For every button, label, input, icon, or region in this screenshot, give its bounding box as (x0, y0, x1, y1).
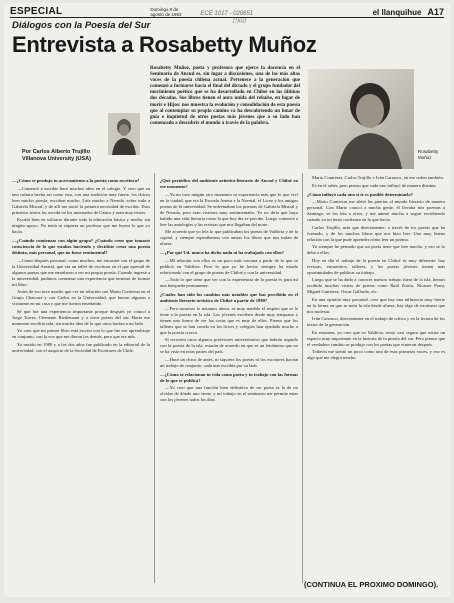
article-headline: Entrevista a Rosabetty Muñoz (12, 32, 317, 57)
column-divider-1 (154, 173, 155, 583)
newspaper-page (4, 3, 450, 597)
section-name: ESPECIAL (10, 6, 63, 17)
interview-paragraph: Yo siempre he pensado que un poeta tiene que leer mucho, y eso se lo debo a ellos. (307, 244, 445, 255)
interview-paragraph: —Como después personal, como muchos, me encontré con el grupo de la Universidad Austral, que era un taller de escritura en el que aprendí de algunos poetas que me enseñaron a ver mi propia poesía. Cuando ingresé a la universidad, pudimos comenzar una experiencia que terminó de formar mi libro. (12, 257, 150, 287)
interview-paragraph: Todavía me siento un poco como una de esas primeras voces, y eso es algo que me alegra mucho. (307, 349, 445, 360)
column-divider-2 (302, 173, 303, 583)
interview-paragraph: Hoy en día el trabajo de la poesía en Chiloé es muy diferente: hay revistas, encuentros, talleres, y los poetas jóvenes tienen más oportunidades de publicar su trabajo. (307, 257, 445, 275)
interview-question: —¿Cuándo comienzas con algún grupo? ¿Cuándo crees que tomaste consciencia de lo que estabas haciendo y decidiste crear una poesía distinta, más personal, que no fuese sentimental? (12, 238, 150, 255)
page-number: A17 (427, 7, 444, 17)
article-column-1 (12, 175, 150, 580)
interview-paragraph: —Mario Contreras me abrió las puertas al mundo literario de manera personal. Con Mario conocí a mucha gente, él llevaba mis poemas a Santiago, se los leía a otros, y me animó mucho a seguir escribiendo cuando yo no tenía confianza en lo que hacía. (307, 199, 445, 222)
interview-paragraph: —Pero nosotros lo notamos ahora, es muy notable el respeto que se le tiene a la poesía en la isla. Los jóvenes escriben desde muy temprano y tienen una forma de ver las cosas que es muy de ellos. Pienso que los talleres que se han creado en los liceos y colegios han ayudado mucho a que la poesía crezca. (160, 305, 298, 335)
interview-paragraph: —Comencé a escribir hace muchos años en el colegio. Y creo que en una cultura hecha así como esta, con una tradición muy fuerte, los chicos leen mucho poesía, escriben mucho. Leía mucho a Neruda, sobre todo a Gabriela Mistral, y de allí me nació la primera necesidad de escribir. Esos primeros textos los escribí en los internados de Castro y eran muy tristes. (12, 185, 150, 215)
interview-paragraph: Carlos Trujillo, más que directamente, a través de los poetas que ha formado, y de los muchos libros que nos hizo leer. Una muy buena relación con la que pude aprender cómo leer un poema. (307, 224, 445, 242)
handwritten-note: ECE 1017 - 020651 (200, 11, 254, 17)
interview-paragraph: —Yo no tuve ningún otro momento ni experiencia más que lo que viví en la ciudad, que era la Escuela Anexa a la Normal, el Liceo y los amigos poetas de la universidad. Se enfrentaban los poemas de Gabriela Mistral y de Neruda, pero eran visiones muy sentimentales. Yo no diría que haya habido una vida literaria como la que hoy día se percibe. Luego comencé a leer las antologías y las revistas que nos llegaban del norte. (160, 191, 298, 227)
interview-paragraph: Me acuerdo que yo leía lo que publicaban los poetas de Valdivia y de la capital, y siempre esperábamos con ansias los libros que nos traían de afuera. (160, 229, 298, 246)
interview-paragraph: —Hace un chico de antes, ni siquiera los poetas ni los escritores hacían un trabajo de conjunto, cada uno escribía por su lado. (160, 356, 298, 368)
rosabetty-photo (308, 69, 414, 169)
interview-paragraph: Antes de eso tuve mucho que ver mi relación con Mario Contreras en el Grupo Chaicura y con Carlos en la Universidad, que fueron algunos a visitarme en mi casa y que me fueron enseñando. (12, 289, 150, 306)
series-kicker: Diálogos con la Poesía del Sur (12, 20, 151, 31)
interview-paragraph: Es en el saber, pero pienso que cada uno influyó de manera distinta. (312, 182, 437, 188)
interview-paragraph: En una opinión muy personal, creo que hay una influencia muy fuerte en la forma en que se mira la isla desde afuera, hay algo de exotismo que nos molesta. (307, 296, 445, 314)
interview-question: —¿Cómo se relacionan tu vida como poeta y tu trabajo con las formas de lo que se publica? (160, 371, 298, 383)
interview-paragraph: Yo creo que mi primer libro está escrito con lo que fue ese aprendizaje en conjunto, con la voz que me dieron los demás, pero que era mía. (12, 328, 150, 339)
interview-paragraph: Sé que fue una experiencia importante porque después yo conocí a Jorge Torres, Clemente Riedemann y a otros poetas del sur. Hasta ese momento escribía sola, sin mucha idea de lo que otros hacían a mi lado. (12, 308, 150, 326)
interview-paragraph: —Todo lo que tiene que ver con la experiencia de la poesía es para mí una búsqueda permanente. (160, 277, 298, 288)
interview-question: ¿Cómo influyó cada uno si te es posible determinarlo? (307, 191, 413, 197)
author-photo (108, 113, 140, 155)
handwritten-year: 1960 (232, 17, 246, 25)
author-portrait-icon (108, 113, 140, 155)
caption-line-1: Rosabetty (418, 149, 439, 154)
article-byline (22, 149, 91, 163)
continuation-note: (CONTINUA EL PROXIMO DOMINGO). (304, 580, 439, 589)
interview-paragraph: Escribí bien en solitario durante toda la educación básica y media, sin ningún apoyo. No tenía ni siquiera un profesor que me leyera lo que yo hacía. (12, 217, 150, 234)
interview-question: —¿Por qué Ud. nunca ha dicho nada ni ha trabajado con ellos? (160, 250, 284, 255)
newspaper-name: el llanquihue (372, 8, 422, 17)
caption-line-2: Muñoz (418, 154, 432, 160)
interview-paragraph: Luego que se ha dado a conocer nuestro trabajo fuera de la isla, hemos recibido muchas visitas de poetas como Raúl Zurita, Nicanor Parra, Miguel Gutiérrez, Oscar Gallardo, etc. (307, 277, 445, 294)
photo-caption (418, 149, 438, 160)
interview-paragraph: Iván Carrasco, directamente en el trabajo de crítica y en la lectura de los textos de la generación. (307, 316, 445, 327)
interview-paragraph: En resumen, yo creo que en Valdivia, estoy casi segura que existe un espacio muy importante en la historia de la poesía del sur. Pero pienso que el verdadero cambio se produjo con los poetas que vinieron después. (307, 329, 445, 347)
issue-date: Domingo 8 de agosto de 1993 (150, 7, 182, 17)
interview-paragraph: Ya nacido en 1980 y a los dos años fue publicado en la editorial de la universidad, con el auspicio de la Sociedad de Escritores de Chile. (12, 341, 150, 353)
byline-affiliation: Villanova University (USA) (22, 156, 91, 162)
interview-paragraph: Mario Contreras, Carlos Trujillo e Iván Carrasco, en ese orden también. (312, 175, 444, 180)
interview-question: ¿Qué periódico del ambiente artístico-literario de Ancud y Chiloé en ese momento? (160, 178, 298, 189)
interview-question: ¿Cuáles han sido los cambios más notables que has percibido en el ambiente literario-artístico de Chiloé a partir de 1980? (160, 292, 298, 303)
article-column-2 (160, 175, 298, 580)
interview-paragraph: Si recorren otros algunos profesores universitarios que habrán seguido con la poesía de la isla, estarán de acuerdo en que es un fenómeno que no se ha visto en otras partes del país. (160, 337, 298, 354)
article-intro: Rosabetty Muñoz, poeta y profesora que ejerce la docencia en el Seminario de Ancud es, sin lugar a discusiones, una de las más altas voces de la poesía chilena actual. Pertenece a la generación que comenzó a formarse hacia el final del dictado y el grupo fundador del movimiento poético que se ha desarrollado en Chiloé en las últimas dos décadas. Sus libros tienen el aura unida del rebalse, en lugar de morir e Hijos: nos muestra la evolución y consolidación de esta poesía que al contemplar su propio camino va ha descubriendo un lunar de guía e inquietud de otros poetas más jóvenes que a su lado han comenzado a descubrir el mundo a través de la palabra. (150, 66, 300, 126)
interview-paragraph: —Mi relación con ellos es un poco más cercana a partir de lo que se publicó en Valdivia. Pero lo que yo he hecho siempre ha estado relacionado con el grupo de poetas de Chiloé y con la universidad. (160, 257, 298, 275)
page-header (10, 5, 444, 18)
article-column-3 (307, 175, 445, 575)
interview-paragraph: —Yo creo que una función bien definitiva de ser poeta es la de no olvidar de dónde uno viene, y mi trabajo en el seminario me permite estar con los jóvenes todos los días. (160, 385, 298, 402)
byline-author: Por Carlos Alberto Trujillo (22, 149, 90, 155)
interviewee-portrait-icon (308, 69, 414, 169)
interview-question: —¿Cómo se produjo tu acercamiento a la poesía como escritura? (12, 178, 140, 183)
